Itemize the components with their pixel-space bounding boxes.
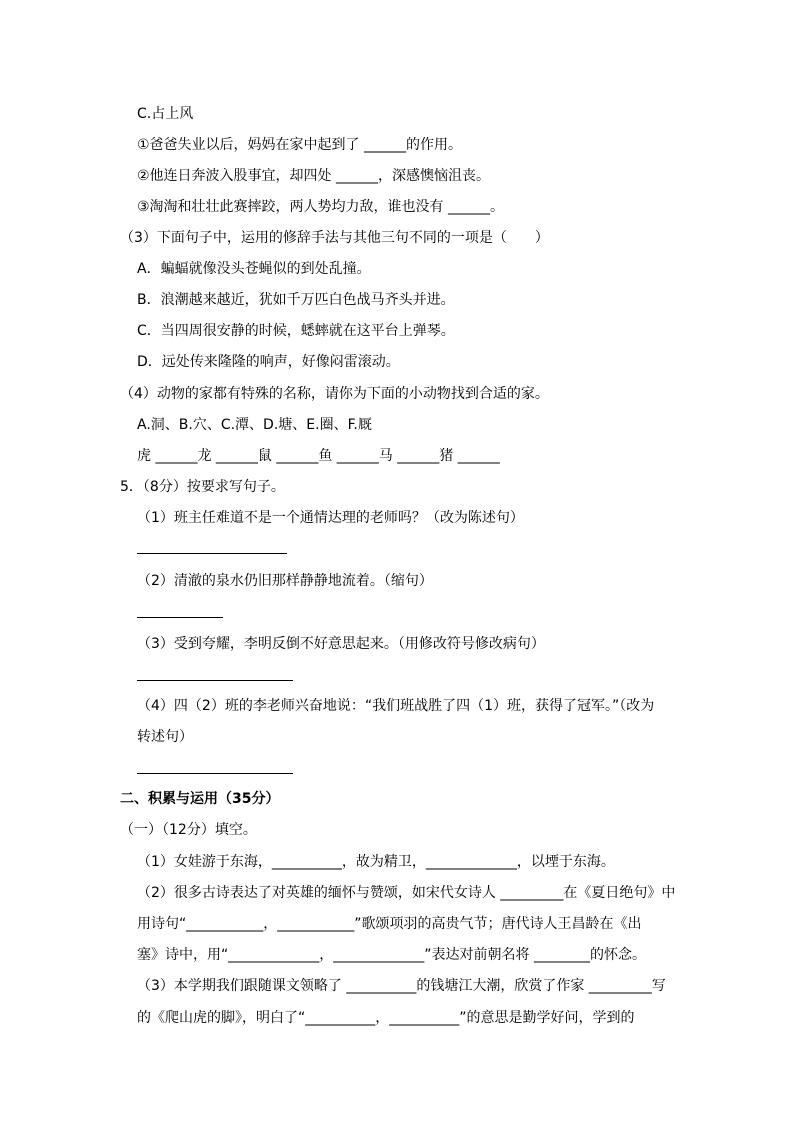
answer-line-4[interactable]	[137, 773, 293, 774]
q3-part3-option-c: C．当四周很安静的时候，蟋蟀就在这平台上弹琴。	[137, 323, 455, 339]
q3-part4-stem: （4）动物的家都有特殊的名称，请你为下面的小动物找到合适的家。	[120, 386, 549, 402]
q5-part4-line2: 转述句）	[137, 729, 193, 745]
answer-line-1[interactable]	[137, 553, 287, 554]
answer-line-3[interactable]	[137, 680, 293, 681]
q3-part4-options: A.洞、B.穴、C.潭、D.塘、E.圈、F.厩	[137, 417, 372, 433]
q5-part3: （3）受到夸耀，李明反倒不好意思起来。（用修改符号修改病句）	[137, 636, 545, 652]
section-heading: 二、积累与运用（35分）	[120, 791, 280, 807]
fill-item-3-line1: （3）本学期我们跟随课文领略了 __________的钱塘江大潮，欣赏了作家 _________写	[137, 978, 666, 994]
q5-title: 5．（8分）按要求写句子。	[120, 479, 285, 495]
q3-part3-stem: （3）下面句子中，运用的修辞手法与其他三句不同的一项是（ ）	[120, 230, 549, 246]
answer-line-2[interactable]	[137, 617, 223, 618]
sentence-2: ②他连日奔波入股事宜，却四处 ______，深感懊恼沮丧。	[137, 168, 490, 184]
fill-item-3-line2: 的《爬山虎的脚》，明白了“__________，__________”的意思是勤学好问，学到的	[137, 1010, 635, 1026]
fill-item-2-line1: （2）很多古诗表达了对英雄的缅怀与赞颂，如宋代女诗人 _________在《夏日绝句》中	[137, 885, 676, 901]
option-c: C.占上风	[137, 106, 194, 122]
q3-part3-option-d: D．远处传来隆隆的响声，好像闷雷滚动。	[137, 354, 400, 370]
fill-item-1: （1）女娃游于东海，__________，故为精卫，_____________，以堙于东海。	[137, 854, 615, 870]
q5-part1: （1）班主任难道不是一个通情达理的老师吗？（改为陈述句）	[137, 510, 524, 526]
fill-item-2-line2: 用诗句“___________，___________”歌颂项羽的高贵气节；唐代诗人王昌龄在《出	[137, 916, 642, 932]
sentence-3: ③淘淘和壮壮此赛摔跤，两人势均力敌，谁也没有 ______。	[137, 199, 504, 215]
q3-part4-animals: 虎 ______龙 ______鼠 ______鱼 ______马 ______猪 ______	[137, 448, 500, 464]
q5-part2: （2）清澈的泉水仍旧那样静静地流着。（缩句）	[137, 573, 433, 589]
sentence-1: ①爸爸失业以后，妈妈在家中起到了 ______的作用。	[137, 137, 462, 153]
q3-part3-option-b: B．浪潮越来越近，犹如千万匹白色战马齐头并进。	[137, 292, 455, 308]
q3-part3-option-a: A．蝙蝠就像没头苍蝇似的到处乱撞。	[137, 261, 371, 277]
fill-item-2-line3: 塞》诗中，用“_____________，_____________”表达对前朝名将 ________的怀念。	[137, 947, 646, 963]
q5-part4-line1: （4）四（2）班的李老师兴奋地说：“我们班战胜了四（1）班，获得了冠军。”（改为	[137, 698, 655, 714]
section-sub-heading: （一）（12分）填空。	[120, 822, 257, 838]
